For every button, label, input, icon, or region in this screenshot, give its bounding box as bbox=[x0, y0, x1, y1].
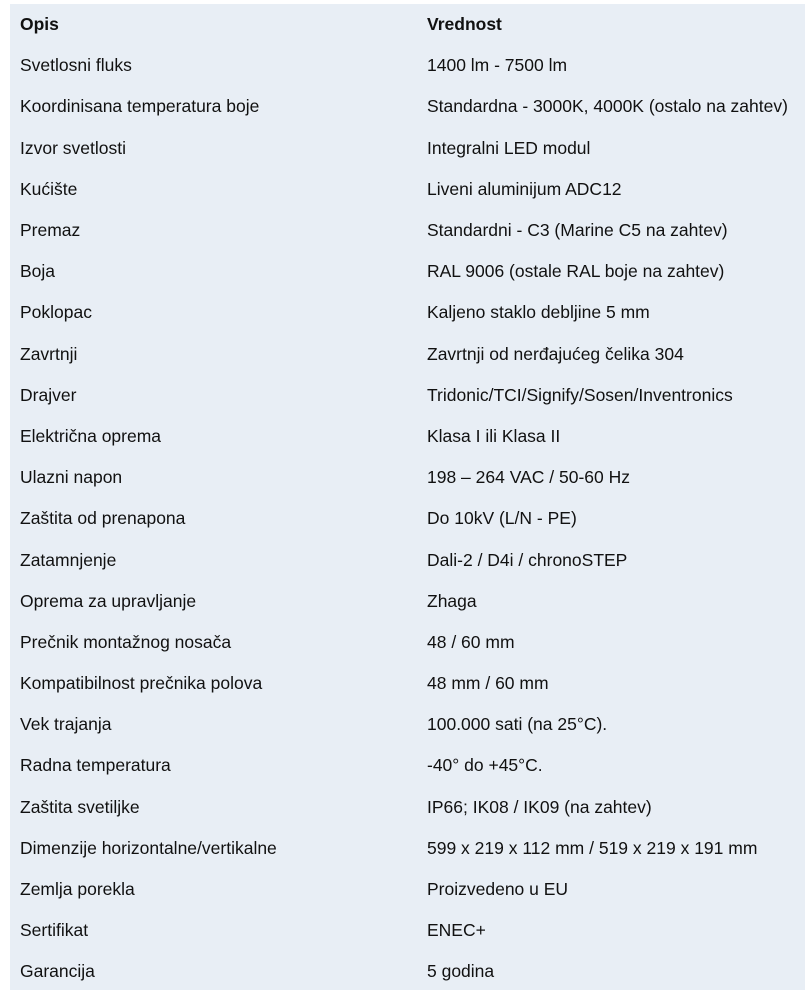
row-value: IP66; IK08 / IK09 (na zahtev) bbox=[427, 796, 652, 817]
table-row bbox=[10, 951, 805, 992]
row-value: 48 mm / 60 mm bbox=[427, 673, 549, 694]
table-row bbox=[10, 663, 805, 704]
row-description: Drajver bbox=[20, 384, 77, 405]
table-row bbox=[10, 910, 805, 951]
table-row bbox=[10, 622, 805, 663]
row-description: Koordinisana temperatura boje bbox=[20, 96, 260, 117]
row-description: Zemlja porekla bbox=[20, 879, 135, 900]
header-description: Opis bbox=[20, 14, 59, 35]
row-description: Kompatibilnost prečnika polova bbox=[20, 673, 263, 694]
row-value: Integralni LED modul bbox=[427, 137, 591, 158]
row-value: Standardna - 3000K, 4000K (ostalo na zahtev) bbox=[427, 96, 788, 117]
table-row bbox=[10, 498, 805, 539]
table-row bbox=[10, 457, 805, 498]
row-description: Svetlosni fluks bbox=[20, 55, 132, 76]
row-value: 5 godina bbox=[427, 961, 495, 982]
row-description: Zaštita od prenapona bbox=[20, 508, 186, 529]
row-value: Zhaga bbox=[427, 590, 477, 611]
row-description: Radna temperatura bbox=[20, 755, 171, 776]
row-value: 48 / 60 mm bbox=[427, 631, 515, 652]
row-value: Standardni - C3 (Marine C5 na zahtev) bbox=[427, 220, 728, 241]
table-row bbox=[10, 375, 805, 416]
row-value: Zavrtnji od nerđajućeg čelika 304 bbox=[427, 343, 684, 364]
table-row bbox=[10, 869, 805, 910]
table-row bbox=[10, 292, 805, 333]
row-description: Sertifikat bbox=[20, 920, 89, 941]
table-row bbox=[10, 539, 805, 580]
row-value: 1400 lm - 7500 lm bbox=[427, 55, 568, 76]
row-value: 100.000 sati (na 25°C). bbox=[427, 714, 608, 735]
table-row bbox=[10, 828, 805, 869]
header-value: Vrednost bbox=[427, 14, 502, 35]
row-description: Električna oprema bbox=[20, 425, 162, 446]
table-row bbox=[10, 581, 805, 622]
row-description: Poklopac bbox=[20, 302, 92, 323]
row-description: Oprema za upravljanje bbox=[20, 590, 197, 611]
row-value: 198 – 264 VAC / 50-60 Hz bbox=[427, 467, 630, 488]
row-value: 599 x 219 x 112 mm / 519 x 219 x 191 mm bbox=[427, 837, 758, 858]
row-value: Do 10kV (L/N - PE) bbox=[427, 508, 577, 529]
table-row bbox=[10, 251, 805, 292]
table-row bbox=[10, 745, 805, 786]
row-description: Dimenzije horizontalne/vertikalne bbox=[20, 837, 277, 858]
table-row bbox=[10, 86, 805, 127]
row-description: Zavrtnji bbox=[20, 343, 78, 364]
table-row bbox=[10, 210, 805, 251]
table-header-row bbox=[10, 4, 805, 45]
row-value: RAL 9006 (ostale RAL boje na zahtev) bbox=[427, 261, 725, 282]
row-description: Kućište bbox=[20, 178, 78, 199]
table-row bbox=[10, 787, 805, 828]
table-row bbox=[10, 45, 805, 86]
row-value: Dali-2 / D4i / chronoSTEP bbox=[427, 549, 628, 570]
row-value: Klasa I ili Klasa II bbox=[427, 425, 561, 446]
bottom-margin bbox=[0, 990, 810, 1000]
row-value: Tridonic/TCI/Signify/Sosen/Inventronics bbox=[427, 384, 733, 405]
row-description: Premaz bbox=[20, 220, 81, 241]
row-value: Proizvedeno u EU bbox=[427, 879, 569, 900]
row-description: Ulazni napon bbox=[20, 467, 123, 488]
row-description: Zaštita svetiljke bbox=[20, 796, 140, 817]
row-value: -40° do +45°C. bbox=[427, 755, 543, 776]
spec-table bbox=[10, 4, 805, 993]
row-value: ENEC+ bbox=[427, 920, 486, 941]
table-row bbox=[10, 128, 805, 169]
table-row bbox=[10, 169, 805, 210]
row-value: Kaljeno staklo debljine 5 mm bbox=[427, 302, 650, 323]
table-row bbox=[10, 334, 805, 375]
row-description: Prečnik montažnog nosača bbox=[20, 631, 232, 652]
row-description: Boja bbox=[20, 261, 56, 282]
row-description: Zatamnjenje bbox=[20, 549, 117, 570]
row-description: Izvor svetlosti bbox=[20, 137, 126, 158]
row-value: Liveni aluminijum ADC12 bbox=[427, 178, 622, 199]
table-row bbox=[10, 704, 805, 745]
row-description: Garancija bbox=[20, 961, 95, 982]
row-description: Vek trajanja bbox=[20, 714, 112, 735]
table-row bbox=[10, 416, 805, 457]
